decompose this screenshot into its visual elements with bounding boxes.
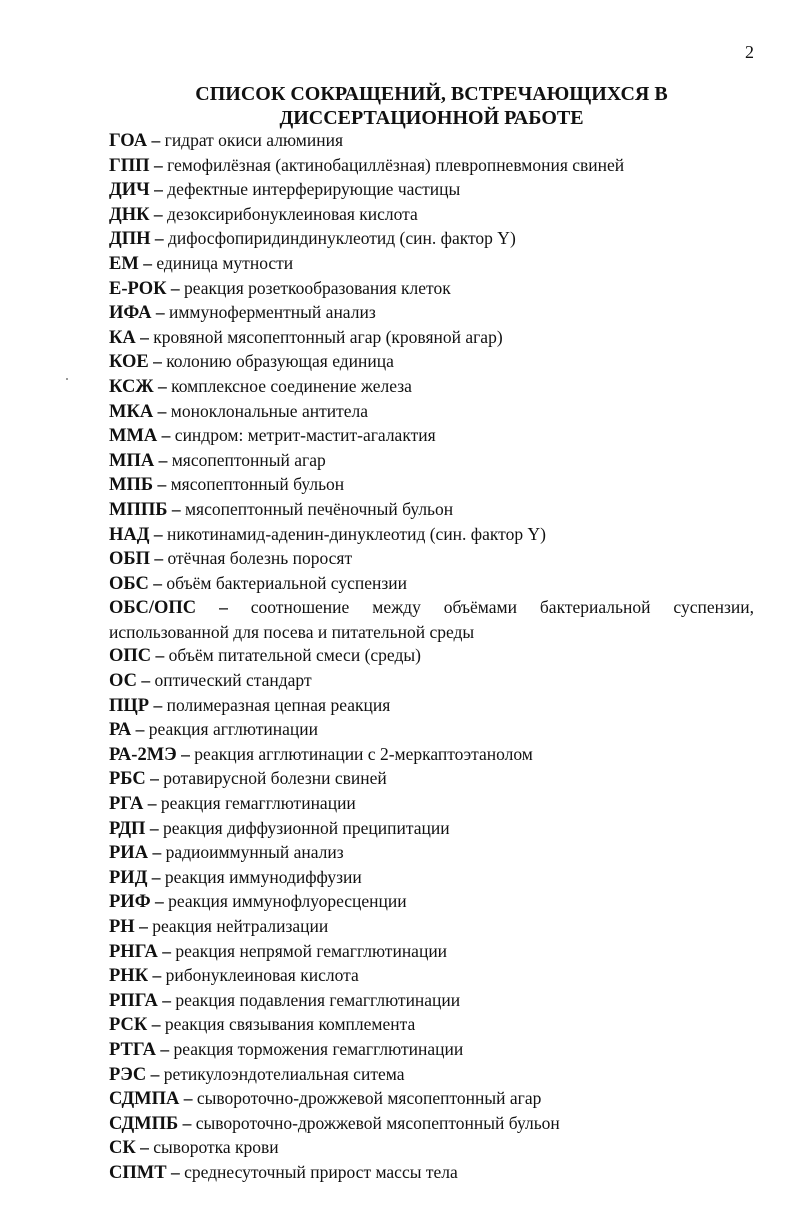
abbreviation-definition: реакция агглютинации — [148, 719, 319, 740]
abbreviation-entry — [109, 375, 754, 400]
abbreviation-entry — [109, 890, 754, 915]
abbreviation-definition: отёчная болезнь поросят — [167, 548, 353, 569]
abbreviation-entry — [109, 940, 754, 965]
abbreviation-term: ГОА — [109, 131, 148, 151]
abbreviation-term: НАД — [109, 524, 150, 545]
abbreviation-term: КСЖ — [109, 376, 154, 397]
abbreviation-term: Е-РОК — [109, 278, 167, 299]
entry-dash: – — [135, 326, 154, 347]
entry-dash: – — [138, 252, 157, 273]
abbreviation-term: ПЦР — [109, 695, 150, 716]
abbreviation-entry — [109, 1161, 754, 1186]
abbreviation-term: РТГА — [109, 1039, 156, 1060]
abbreviation-definition: реакция иммунофлуоресценции — [168, 891, 407, 912]
entry-dash: – — [157, 989, 176, 1010]
abbreviation-term: ДПН — [109, 229, 151, 250]
abbreviation-entry — [109, 964, 754, 989]
abbreviation-term: РБС — [109, 769, 146, 790]
abbreviation-entry — [109, 743, 754, 768]
entry-dash: – — [148, 572, 167, 593]
abbreviation-entry — [109, 498, 754, 523]
entry-dash: – — [135, 1137, 154, 1158]
abbreviation-term: ДНК — [109, 204, 150, 225]
abbreviation-entry — [109, 350, 754, 375]
entry-dash: – — [166, 277, 184, 298]
entry-dash: – — [178, 1112, 196, 1133]
abbreviation-entry — [109, 1038, 754, 1063]
abbreviation-entry — [109, 1013, 754, 1038]
abbreviation-entry — [109, 1087, 754, 1112]
abbreviation-term: ИФА — [109, 303, 152, 324]
abbreviation-definition: рибонуклеиновая кислота — [165, 965, 359, 986]
entry-dash: – — [147, 130, 165, 150]
entry-dash: – — [131, 719, 149, 740]
abbreviation-entry — [109, 1136, 754, 1161]
entry-dash: – — [148, 965, 166, 986]
abbreviation-term: ОБС/ОПС — [109, 598, 197, 619]
entry-dash: – — [179, 1088, 197, 1109]
abbreviation-entry — [109, 572, 754, 597]
entry-dash: – — [136, 670, 155, 691]
abbreviation-entry — [109, 301, 754, 326]
entry-dash: – — [151, 302, 169, 323]
abbreviation-term: РА — [109, 720, 132, 741]
abbreviation-definition: дифосфопиридиндинуклеотид (син. фактор Y) — [168, 228, 516, 249]
abbreviation-entry — [109, 523, 754, 548]
entry-dash: – — [150, 891, 169, 912]
entry-dash: – — [155, 1038, 174, 1059]
abbreviation-entry — [109, 866, 754, 891]
abbreviation-entry — [109, 767, 754, 792]
entry-dash: – — [134, 916, 153, 936]
abbreviation-entry — [109, 841, 754, 866]
abbreviation-entry — [109, 252, 754, 277]
abbreviation-definition: гемофилёзная (актинобациллёзная) плевропневмония свиней — [167, 154, 625, 175]
abbreviation-definition: иммуноферментный анализ — [168, 302, 376, 323]
abbreviation-term: ЕМ — [109, 253, 139, 274]
entry-dash: – — [176, 743, 195, 764]
abbreviation-definition: ротавирусной болезни свиней — [163, 768, 387, 789]
abbreviation-definition: дефектные интерферирующие частицы — [167, 179, 461, 200]
abbreviation-definition: комплексное соединение железа — [171, 375, 412, 396]
abbreviation-term: ГПП — [109, 155, 150, 176]
entry-dash: – — [153, 375, 172, 396]
abbreviation-term: СК — [109, 1138, 136, 1159]
entry-dash: – — [145, 768, 164, 789]
abbreviation-definition: радиоиммунный анализ — [165, 842, 344, 863]
abbreviation-term: РПГА — [109, 990, 158, 1011]
abbreviation-term: РГА — [109, 794, 144, 815]
entry-dash: – — [150, 548, 168, 569]
entry-dash: – — [151, 645, 169, 666]
page-title — [0, 82, 793, 130]
abbreviation-entry — [109, 1112, 754, 1137]
abbreviation-term: СПМТ — [109, 1162, 167, 1183]
abbreviation-entry — [109, 449, 754, 474]
abbreviation-definition: полимеразная цепная реакция — [166, 694, 391, 715]
abbreviation-definition: реакция торможения гемагглютинации — [173, 1038, 464, 1059]
abbreviation-term: ОБС — [109, 573, 149, 594]
abbreviation-definition: моноклональные антитела — [170, 400, 369, 421]
abbreviation-definition: мясопептонный агар — [171, 449, 326, 470]
abbreviation-entry — [109, 473, 754, 498]
entry-dash: – — [157, 425, 175, 446]
scan-speck — [66, 378, 68, 380]
abbreviation-term: РНГА — [109, 941, 158, 962]
entry-dash: – — [148, 351, 167, 372]
abbreviation-entry — [109, 694, 754, 719]
abbreviation-term: ДИЧ — [109, 180, 150, 201]
abbreviation-term: ОС — [109, 671, 137, 692]
abbreviation-term: СДМПА — [109, 1089, 180, 1110]
entry-dash: – — [145, 817, 163, 838]
abbreviation-term: ММА — [109, 426, 158, 447]
abbreviation-definition: единица мутности — [156, 252, 294, 273]
abbreviation-definition: колонию образующая единица — [166, 351, 394, 372]
abbreviation-entry — [109, 424, 754, 449]
abbreviation-definition: реакция диффузионной преципитации — [162, 817, 450, 838]
abbreviation-entry — [109, 154, 754, 179]
page-number: 2 — [745, 42, 754, 62]
abbreviation-definition: синдром: метрит-мастит-агалактия — [174, 425, 436, 446]
abbreviation-term: МПА — [109, 450, 155, 471]
abbreviation-entry — [109, 792, 754, 817]
abbreviation-definition: сывороточно-дрожжевой мясопептонный агар — [196, 1088, 542, 1109]
abbreviation-term: МПБ — [109, 475, 154, 496]
abbreviation-term: РНК — [109, 966, 149, 987]
entry-dash: – — [143, 793, 161, 814]
abbreviation-definition: реакция связывания комплемента — [164, 1014, 416, 1035]
abbreviation-definition: реакция розеткообразования клеток — [184, 277, 451, 298]
entry-dash: – — [146, 1063, 164, 1084]
abbreviation-definition: среднесуточный прирост массы тела — [184, 1161, 458, 1182]
abbreviation-definition: дезоксирибонуклеиновая кислота — [167, 203, 418, 224]
entry-dash: – — [196, 597, 251, 618]
abbreviation-definition: оптический стандарт — [154, 670, 312, 691]
entry-dash: – — [153, 474, 171, 495]
entry-dash: – — [149, 154, 168, 175]
entry-dash: – — [148, 842, 166, 863]
abbreviation-definition: сыворотка крови — [153, 1137, 279, 1158]
abbreviation-entry — [109, 203, 754, 228]
abbreviation-definition: никотинамид-аденин-динуклеотид (син. фактор Y) — [166, 523, 546, 544]
abbreviation-term: РСК — [109, 1015, 148, 1036]
abbreviation-term: КОЕ — [109, 352, 149, 373]
entry-dash: – — [149, 179, 168, 200]
abbreviation-term: РА-2МЭ — [109, 744, 177, 765]
entry-dash: – — [149, 203, 168, 224]
abbreviation-term: МППБ — [109, 499, 168, 520]
abbreviation-term: РЭС — [109, 1064, 147, 1085]
abbreviation-definition: реакция агглютинации с 2-меркаптоэтанолом — [194, 743, 533, 764]
entry-dash: – — [150, 228, 169, 249]
abbreviation-definition: мясопептонный печёночный бульон — [184, 498, 454, 519]
abbreviation-entry — [109, 596, 754, 644]
entry-dash: – — [167, 498, 185, 519]
abbreviation-definition: реакция иммунодиффузии — [164, 866, 362, 887]
abbreviation-definition: объём бактериальной суспензии — [166, 572, 408, 593]
abbreviation-entry — [109, 129, 754, 154]
abbreviation-term: РИФ — [109, 892, 151, 913]
title-line-2: ДИССЕРТАЦИОННОЙ РАБОТЕ — [279, 107, 584, 129]
abbreviation-definition: объём питательной смеси (среды) — [168, 645, 421, 666]
abbreviation-definition: кровяной мясопептонный агар (кровяной агар) — [153, 326, 503, 347]
abbreviation-definition: реакция нейтрализации — [152, 916, 329, 936]
abbreviation-term: РИА — [109, 843, 149, 864]
abbreviation-entry — [109, 644, 754, 669]
abbreviation-definition: реакция непрямой гемагглютинации — [175, 940, 448, 961]
abbreviation-term: КА — [109, 327, 136, 348]
abbreviation-entry — [109, 817, 754, 842]
abbreviation-term: РН — [109, 917, 135, 937]
abbreviation-entry — [109, 400, 754, 425]
abbreviation-definition: реакция подавления гемагглютинации — [175, 989, 461, 1010]
entry-dash: – — [149, 523, 167, 544]
abbreviation-entry — [109, 669, 754, 694]
entry-dash: – — [166, 1161, 185, 1182]
entry-dash: – — [154, 449, 172, 470]
abbreviation-term: СДМПБ — [109, 1113, 179, 1134]
abbreviation-definition: гидрат окиси алюминия — [164, 130, 344, 150]
abbreviation-definition: соотношение между объёмами бактериальной суспензии, использованной для посева и питательной среды — [109, 597, 754, 642]
abbreviation-definition: мясопептонный бульон — [170, 474, 345, 495]
abbreviation-entry — [109, 547, 754, 572]
abbreviation-entry — [109, 227, 754, 252]
abbreviation-definition: реакция гемагглютинации — [160, 793, 356, 814]
abbreviation-entry — [109, 989, 754, 1014]
abbreviation-list — [109, 129, 754, 1186]
entry-dash: – — [157, 940, 176, 961]
abbreviation-term: РДП — [109, 818, 146, 839]
entry-dash: – — [147, 1014, 165, 1035]
abbreviation-term: МКА — [109, 401, 154, 422]
abbreviation-term: РИД — [109, 867, 148, 888]
abbreviation-term: ОБП — [109, 549, 151, 570]
abbreviation-entry — [109, 277, 754, 302]
abbreviation-entry — [109, 915, 754, 940]
abbreviation-entry — [109, 718, 754, 743]
title-line-1: СПИСОК СОКРАЩЕНИЙ, ВСТРЕЧАЮЩИХСЯ В — [195, 83, 668, 105]
entry-dash: – — [149, 694, 167, 715]
abbreviation-term: ОПС — [109, 646, 152, 667]
abbreviation-entry — [109, 326, 754, 351]
abbreviation-entry — [109, 1063, 754, 1088]
abbreviation-entry — [109, 178, 754, 203]
entry-dash: – — [147, 866, 165, 887]
entry-dash: – — [153, 400, 171, 421]
abbreviation-definition: ретикулоэндотелиальная ситема — [163, 1063, 405, 1084]
abbreviation-definition: сывороточно-дрожжевой мясопептонный бульон — [195, 1112, 560, 1133]
